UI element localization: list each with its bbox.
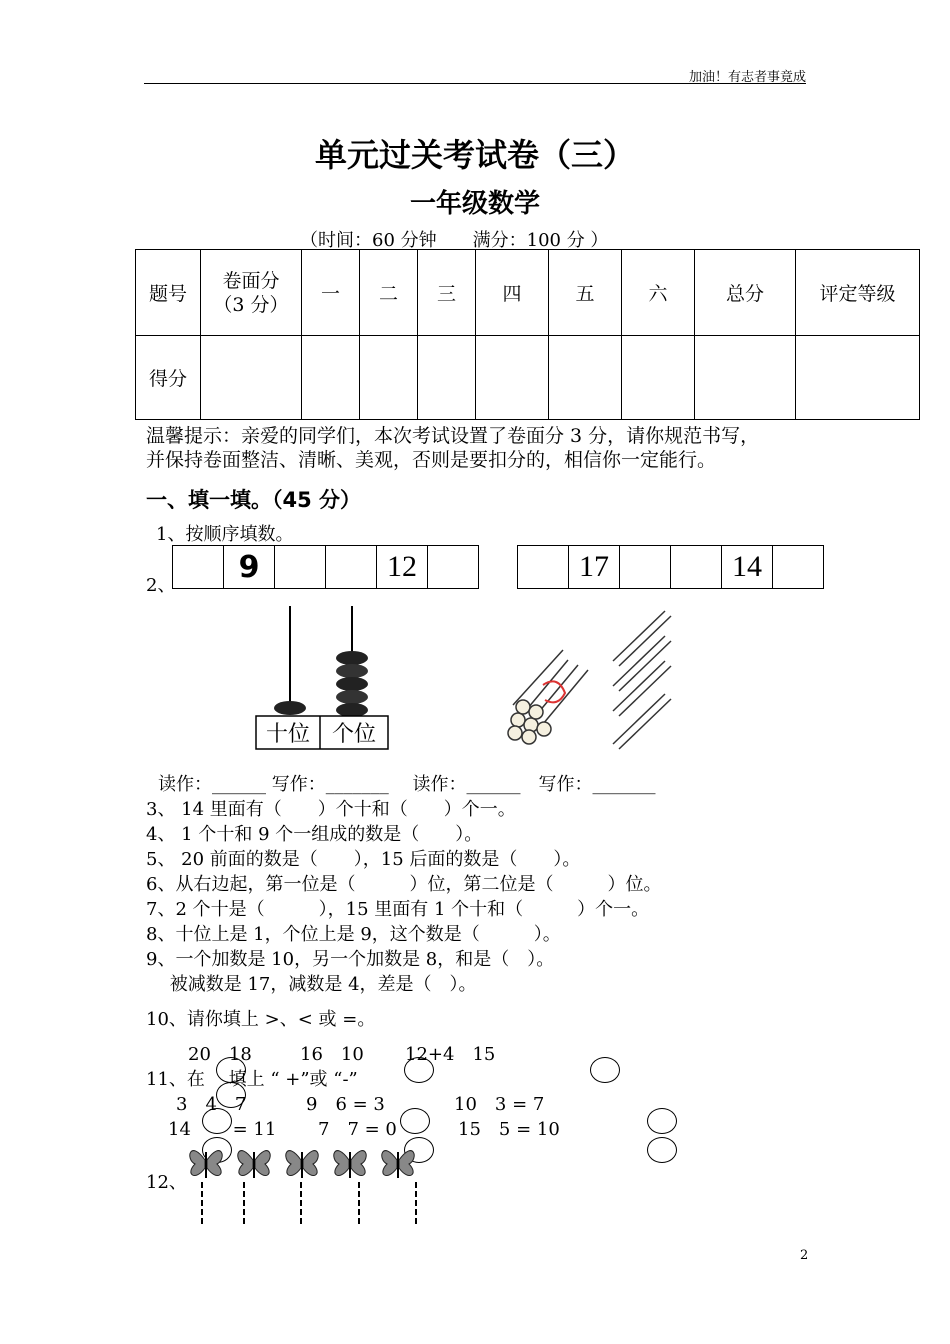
equation-item: 14 = 11 [168, 1119, 277, 1140]
question-7: 7、2 个十是（ ），15 里面有 1 个十和（ ）个一。 [146, 899, 650, 920]
answer-oval[interactable] [216, 1082, 246, 1108]
dash-line [358, 1182, 360, 1224]
section-heading: 一、填一填。（45 分） [146, 488, 362, 512]
question-11: 11、在 填上 “ +”或 “-” [146, 1069, 358, 1090]
equation-item: 3 4 7 [176, 1094, 247, 1115]
abacus-image [250, 603, 395, 753]
equation-item: 9 6 = 3 [306, 1094, 385, 1115]
score-row-label: 得分 [136, 336, 201, 420]
compare-item: 20 18 [188, 1044, 252, 1065]
question-1: 1、按顺序填数。 [156, 524, 294, 545]
score-blank-cell[interactable] [476, 336, 549, 420]
answer-oval[interactable] [400, 1108, 430, 1134]
read-write-line: 读作：______ 写作：_______ 读作：______ 写作：_______ [158, 774, 656, 795]
score-blank-cell[interactable] [302, 336, 360, 420]
answer-oval[interactable] [647, 1137, 677, 1163]
score-header-cell: 六 [622, 250, 695, 336]
sequence-box: 9 [224, 546, 275, 589]
tip-line: 并保持卷面整洁、清晰、美观，否则是要扣分的，相信你一定能行。 [146, 449, 717, 471]
dash-line [201, 1182, 203, 1224]
sequence-boxes-1 [172, 545, 479, 589]
exam-info: （时间：60 分钟 满分：100 分 ） [300, 230, 609, 251]
sequence-box: 17 [569, 546, 620, 589]
question-9b: 被减数是 17，减数是 4，差是（ ）。 [146, 974, 477, 995]
abacus-label-tens: 十位 [265, 722, 311, 747]
tip-text [146, 424, 759, 472]
question-5: 5、 20 前面的数是（ ），15 后面的数是（ ）。 [146, 849, 581, 870]
header-motto: 加油！有志者事竟成 [688, 70, 806, 85]
loose-sticks-image [605, 606, 675, 751]
answer-oval[interactable] [404, 1057, 434, 1083]
abacus-label-ones: 个位 [331, 722, 377, 747]
sequence-box[interactable] [620, 546, 671, 589]
stick-bundle-image [503, 645, 593, 745]
score-header-cell: 总分 [695, 250, 796, 336]
score-header-text: （3 分） [213, 293, 289, 316]
sequence-box[interactable] [671, 546, 722, 589]
dash-line [415, 1182, 417, 1224]
score-blank-cell[interactable] [549, 336, 622, 420]
butterfly-row [185, 1134, 425, 1186]
dash-line [300, 1182, 302, 1224]
score-header-cell: 一 [302, 250, 360, 336]
score-header-cell: 二 [360, 250, 418, 336]
score-header-cell: 三 [418, 250, 476, 336]
sequence-box[interactable] [326, 546, 377, 589]
answer-oval[interactable] [216, 1057, 246, 1083]
equation-item: 7 7 = 0 [318, 1119, 397, 1140]
compare-item: 12+4 15 [405, 1044, 496, 1065]
sequence-box[interactable] [428, 546, 479, 589]
sequence-box[interactable] [173, 546, 224, 589]
tip-line: 温馨提示：亲爱的同学们，本次考试设置了卷面分 3 分，请你规范书写， [146, 425, 760, 447]
sequence-box[interactable] [773, 546, 824, 589]
score-blank-cell[interactable] [201, 336, 302, 420]
equation-item: 10 3 = 7 [454, 1094, 545, 1115]
equation-item: 15 5 = 10 [458, 1119, 560, 1140]
question-6: 6、从右边起，第一位是（ ）位，第二位是（ ）位。 [146, 874, 662, 895]
question-9: 9、一个加数是 10，另一个加数是 8，和是（ ）。 [146, 949, 555, 970]
sequence-box[interactable] [275, 546, 326, 589]
score-header-cell [201, 250, 302, 336]
header-rule [144, 83, 806, 84]
score-blank-cell[interactable] [622, 336, 695, 420]
sequence-box[interactable] [518, 546, 569, 589]
sequence-boxes-2 [517, 545, 824, 589]
page-number: 2 [800, 1248, 809, 1263]
score-header-cell: 四 [476, 250, 549, 336]
score-header-cell: 评定等级 [796, 250, 920, 336]
exam-subtitle: 一年级数学 [409, 189, 540, 219]
score-header-cell: 五 [549, 250, 622, 336]
exam-title: 单元过关考试卷（三） [314, 136, 635, 174]
score-blank-cell[interactable] [360, 336, 418, 420]
sequence-box: 12 [377, 546, 428, 589]
score-header-text: 卷面分 [222, 269, 280, 292]
question-10: 10、请你填上 >、< 或 =。 [146, 1009, 376, 1030]
question-2-label: 2、 [146, 575, 176, 596]
answer-oval[interactable] [590, 1057, 620, 1083]
score-table [135, 249, 920, 420]
answer-oval[interactable] [647, 1108, 677, 1134]
score-header-cell: 题号 [136, 250, 201, 336]
question-4: 4、 1 个十和 9 个一组成的数是（ ）。 [146, 824, 483, 845]
score-blank-cell[interactable] [695, 336, 796, 420]
score-blank-cell[interactable] [796, 336, 920, 420]
dash-line [243, 1182, 245, 1224]
question-8: 8、十位上是 1，个位上是 9，这个数是（ ）。 [146, 924, 561, 945]
question-12: 12、 [146, 1172, 187, 1193]
answer-oval[interactable] [202, 1108, 232, 1134]
sequence-box: 14 [722, 546, 773, 589]
compare-item: 16 10 [300, 1044, 364, 1065]
score-blank-cell[interactable] [418, 336, 476, 420]
question-3: 3、 14 里面有（ ）个十和（ ）个一。 [146, 799, 516, 820]
